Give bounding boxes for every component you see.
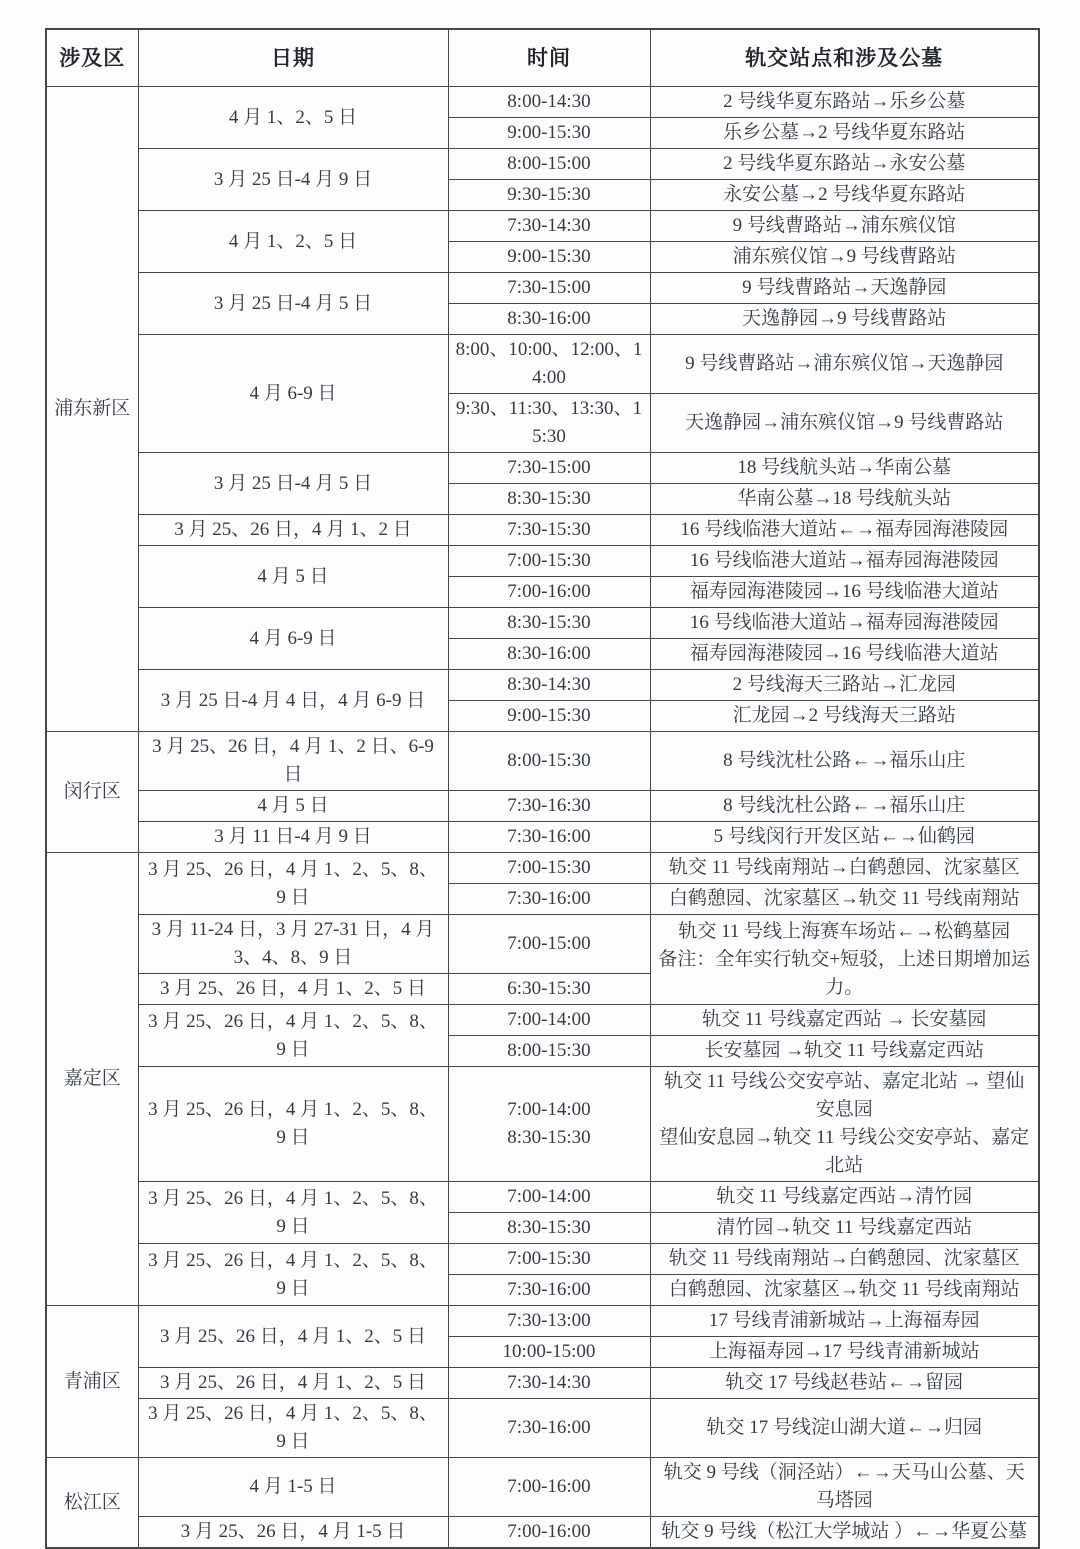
station-cell: [650, 791, 1039, 822]
date-cell: [138, 546, 448, 608]
date-text: 3 月 25、26 日，4 月 1、2、5 日: [159, 978, 426, 999]
station-text: 2 号线华夏东路站→永安公墓: [723, 153, 966, 174]
time-cell: [448, 273, 650, 304]
table-row: [46, 211, 1039, 242]
date-cell: [138, 211, 448, 273]
station-cell: [650, 732, 1039, 791]
date-text: 3 月 25、26 日，4 月 1、2 日: [174, 519, 412, 540]
time-text: 7:00-15:00: [507, 933, 591, 954]
time-cell: [448, 1306, 650, 1337]
station-cell: [650, 149, 1039, 180]
time-cell: [448, 515, 650, 546]
schedule-table-head-row: [46, 29, 1039, 87]
table-row: [46, 1005, 1039, 1036]
date-cell: [138, 1244, 448, 1306]
station-cell: [650, 242, 1039, 273]
station-text: 18 号线航头站→华南公墓: [737, 457, 952, 478]
time-cell: [448, 1244, 650, 1275]
time-cell: [448, 608, 650, 639]
station-cell: [650, 304, 1039, 335]
station-text: 浦东殡仪馆→9 号线曹路站: [732, 246, 956, 267]
time-cell: [448, 453, 650, 484]
station-cell: [650, 1275, 1039, 1306]
time-cell: [448, 1005, 650, 1036]
station-text: 天逸静园→浦东殡仪馆→9 号线曹路站: [685, 412, 1004, 433]
date-text: 4 月 1、2、5 日: [228, 106, 358, 128]
date-text: 3 月 11-24 日，3 月 27-31 日，4 月 3、4、8、9 日: [151, 919, 435, 968]
station-cell: [650, 639, 1039, 670]
date-text: 3 月 11 日-4 月 9 日: [214, 826, 372, 847]
time-text: 7:30-16:00: [507, 1279, 591, 1300]
date-text: 3 月 25、26 日，4 月 1、2、5、8、9 日: [148, 1099, 438, 1148]
time-cell: [448, 915, 650, 974]
time-text: 10:00-15:00: [502, 1341, 596, 1362]
time-text: 7:30-14:30: [507, 215, 591, 236]
station-text: 5 号线闵行开发区站←→仙鹤园: [713, 826, 975, 847]
station-cell: [650, 1517, 1039, 1549]
table-row: [46, 822, 1039, 853]
station-text: 轨交 17 号线赵巷站←→留园: [725, 1372, 963, 1393]
time-cell: [448, 484, 650, 515]
time-cell: [448, 180, 650, 211]
station-cell: [650, 1067, 1039, 1182]
schedule-table-body: [46, 87, 1039, 1549]
time-text: 7:30-13:00: [507, 1310, 591, 1331]
table-row: [46, 1244, 1039, 1275]
column-header-date: 日期: [138, 29, 448, 87]
time-text: 8:00、10:00、12:00、14:00: [455, 339, 643, 388]
station-text: 8 号线沈杜公路←→福乐山庄: [723, 795, 966, 816]
station-text: 17 号线青浦新城站→上海福寿园: [708, 1310, 980, 1331]
district-cell: [46, 1306, 138, 1458]
station-text: 轨交 11 号线嘉定西站 → 长安墓园: [702, 1009, 987, 1030]
time-text: 7:00-14:00: [507, 1099, 591, 1120]
district-text: 松江区: [63, 1491, 121, 1513]
time-cell: [448, 791, 650, 822]
station-cell: [650, 915, 1039, 1005]
time-text: 6:30-15:30: [507, 978, 591, 999]
station-text: 轨交 17 号线淀山湖大道←→归园: [706, 1417, 982, 1438]
time-text: 7:00-14:00: [507, 1186, 591, 1207]
time-text: 7:00-15:30: [507, 550, 591, 571]
time-text: 9:30-15:30: [507, 184, 591, 205]
station-text: 上海福寿园→17 号线青浦新城站: [708, 1341, 980, 1362]
time-cell: [448, 974, 650, 1005]
station-cell: [650, 1306, 1039, 1337]
time-text: 8:30-14:30: [507, 674, 591, 695]
station-cell: [650, 822, 1039, 853]
station-text: 轨交 11 号线南翔站→白鹤憩园、沈家墓区: [668, 857, 1020, 878]
station-cell: [650, 1458, 1039, 1517]
time-cell: [448, 1458, 650, 1517]
table-row: [46, 1067, 1039, 1182]
date-cell: [138, 1067, 448, 1182]
station-cell: [650, 577, 1039, 608]
station-cell: [650, 1005, 1039, 1036]
station-text: 望仙安息园→轨交 11 号线公交安亭站、嘉定北站: [659, 1127, 1030, 1176]
station-text: 轨交 11 号线公交安亭站、嘉定北站 → 望仙安息园: [664, 1071, 1025, 1120]
district-text: 青浦区: [63, 1370, 121, 1392]
time-cell: [448, 884, 650, 915]
date-text: 4 月 5 日: [257, 565, 329, 587]
station-text: 8 号线沈杜公路←→福乐山庄: [723, 750, 966, 771]
date-text: 3 月 25、26 日，4 月 1、2、5、8、9 日: [148, 1010, 438, 1060]
station-cell: [650, 515, 1039, 546]
station-cell: [650, 1368, 1039, 1399]
time-text: 9:00-15:30: [507, 122, 591, 143]
time-text: 7:30-16:30: [507, 795, 591, 816]
station-cell: [650, 1036, 1039, 1067]
station-text: 轨交 11 号线嘉定西站→清竹园: [716, 1186, 973, 1207]
table-row: [46, 273, 1039, 304]
date-cell: [138, 1368, 448, 1399]
table-row: [46, 1368, 1039, 1399]
time-text: 7:00-15:30: [507, 857, 591, 878]
table-row: [46, 1306, 1039, 1337]
time-cell: [448, 853, 650, 884]
date-cell: [138, 273, 448, 335]
date-cell: [138, 974, 448, 1005]
station-text: 轨交 11 号线南翔站→白鹤憩园、沈家墓区: [668, 1248, 1020, 1269]
table-row: [46, 546, 1039, 577]
date-cell: [138, 1458, 448, 1517]
time-text: 8:00-15:30: [507, 1040, 591, 1061]
date-cell: [138, 335, 448, 453]
table-row: [46, 515, 1039, 546]
station-cell: [650, 211, 1039, 242]
time-text: 8:30-15:30: [507, 1127, 591, 1148]
station-text: 备注：全年实行轨交+短驳，上述日期增加运力。: [658, 948, 1031, 998]
table-row: [46, 149, 1039, 180]
date-text: 3 月 25、26 日，4 月 1、2、5 日: [159, 1372, 426, 1393]
date-cell: [138, 915, 448, 974]
time-text: 7:00-16:00: [507, 1521, 591, 1542]
date-text: 3 月 25 日-4 月 5 日: [213, 472, 373, 494]
table-row: [46, 732, 1039, 791]
date-text: 4 月 6-9 日: [249, 382, 337, 404]
time-text: 8:30-16:00: [507, 643, 591, 664]
time-cell: [448, 639, 650, 670]
time-text: 9:00-15:30: [507, 246, 591, 267]
station-text: 福寿园海港陵园→16 号线临港大道站: [689, 643, 999, 664]
table-row: [46, 335, 1039, 394]
date-cell: [138, 453, 448, 515]
station-text: 天逸静园→9 号线曹路站: [742, 308, 947, 329]
station-text: 16 号线临港大道站→福寿园海港陵园: [689, 550, 999, 571]
station-text: 清竹园→轨交 11 号线嘉定西站: [716, 1217, 973, 1238]
table-row: [46, 87, 1039, 118]
time-text: 9:30、11:30、13:30、15:30: [455, 398, 643, 447]
station-cell: [650, 87, 1039, 118]
schedule-table: [45, 28, 1040, 1549]
time-cell: [448, 1182, 650, 1213]
time-cell: [448, 118, 650, 149]
column-header-time: 时间: [448, 29, 650, 87]
time-text: 7:30-16:00: [507, 888, 591, 909]
station-cell: [650, 608, 1039, 639]
station-cell: [650, 273, 1039, 304]
station-text: 乐乡公墓→2 号线华夏东路站: [723, 122, 966, 143]
date-text: 3 月 25、26 日，4 月 1、2、5、8、9 日: [148, 858, 438, 908]
date-text: 3 月 25、26 日，4 月 1、2、5、8、9 日: [148, 1187, 438, 1237]
time-text: 7:00-15:30: [507, 1248, 591, 1269]
station-cell: [650, 1213, 1039, 1244]
time-cell: [448, 394, 650, 453]
date-cell: [138, 608, 448, 670]
time-cell: [448, 1213, 650, 1244]
district-cell: [46, 732, 138, 853]
table-row: [46, 1517, 1039, 1549]
station-text: 白鹤憩园、沈家墓区→轨交 11 号线南翔站: [668, 888, 1020, 909]
time-text: 7:00-14:00: [507, 1009, 591, 1030]
time-text: 7:00-16:00: [507, 1476, 591, 1497]
time-cell: [448, 149, 650, 180]
time-cell: [448, 732, 650, 791]
station-cell: [650, 484, 1039, 515]
date-text: 3 月 25、26 日，4 月 1、2 日、6-9 日: [152, 736, 434, 785]
time-cell: [448, 1399, 650, 1458]
station-cell: [650, 1337, 1039, 1368]
time-text: 7:30-15:30: [507, 519, 591, 540]
date-text: 4 月 1-5 日: [249, 1476, 337, 1497]
time-cell: [448, 1368, 650, 1399]
date-text: 3 月 25 日-4 月 9 日: [213, 168, 373, 190]
date-text: 3 月 25、26 日，4 月 1、2、5、8、9 日: [148, 1403, 438, 1452]
time-text: 7:30-14:30: [507, 1372, 591, 1393]
station-cell: [650, 670, 1039, 701]
date-text: 3 月 25、26 日，4 月 1-5 日: [180, 1521, 406, 1542]
time-text: 7:30-15:00: [507, 277, 591, 298]
station-text: 2 号线海天三路站→汇龙园: [732, 674, 956, 695]
station-text: 永安公墓→2 号线华夏东路站: [723, 184, 966, 205]
table-row: [46, 1182, 1039, 1213]
station-text: 16 号线临港大道站→福寿园海港陵园: [689, 612, 999, 633]
time-text: 8:00-15:00: [507, 153, 591, 174]
date-text: 4 月 1、2、5 日: [228, 230, 358, 252]
station-text: 9 号线曹路站→天逸静园: [742, 277, 947, 298]
district-text: 浦东新区: [54, 398, 131, 419]
date-text: 4 月 6-9 日: [249, 627, 337, 649]
time-cell: [448, 242, 650, 273]
date-cell: [138, 87, 448, 149]
time-text: 7:30-16:00: [507, 826, 591, 847]
station-cell: [650, 853, 1039, 884]
date-text: 3 月 25 日-4 月 5 日: [213, 292, 373, 314]
district-text: 嘉定区: [63, 1068, 121, 1089]
table-row: [46, 1458, 1039, 1517]
date-text: 3 月 25、26 日，4 月 1、2、5 日: [159, 1325, 426, 1347]
date-cell: [138, 1182, 448, 1244]
station-cell: [650, 546, 1039, 577]
date-cell: [138, 1005, 448, 1067]
station-text: 汇龙园→2 号线海天三路站: [732, 705, 956, 726]
station-text: 华南公墓→18 号线航头站: [737, 488, 952, 509]
time-cell: [448, 1067, 650, 1182]
date-text: 3 月 25、26 日，4 月 1、2、5、8、9 日: [148, 1249, 438, 1299]
date-cell: [138, 822, 448, 853]
time-cell: [448, 87, 650, 118]
time-text: 8:30-15:30: [507, 612, 591, 633]
station-cell: [650, 118, 1039, 149]
table-row: [46, 853, 1039, 884]
time-text: 8:00-15:30: [507, 750, 591, 771]
date-cell: [138, 1517, 448, 1549]
station-cell: [650, 884, 1039, 915]
date-cell: [138, 732, 448, 791]
date-cell: [138, 1399, 448, 1458]
time-text: 8:00-14:30: [507, 91, 591, 112]
time-cell: [448, 546, 650, 577]
time-text: 7:00-16:00: [507, 581, 591, 602]
time-cell: [448, 822, 650, 853]
time-cell: [448, 577, 650, 608]
time-cell: [448, 1517, 650, 1549]
time-text: 8:30-15:30: [507, 488, 591, 509]
district-text: 闵行区: [63, 781, 121, 802]
table-row: [46, 791, 1039, 822]
district-cell: [46, 1458, 138, 1549]
time-cell: [448, 304, 650, 335]
time-cell: [448, 701, 650, 732]
station-cell: [650, 180, 1039, 211]
date-text: 3 月 25 日-4 月 4 日，4 月 6-9 日: [160, 689, 426, 711]
time-cell: [448, 211, 650, 242]
station-text: 9 号线曹路站→浦东殡仪馆: [732, 215, 956, 236]
column-header-district: 涉及区: [46, 29, 138, 87]
table-row: [46, 608, 1039, 639]
station-cell: [650, 1182, 1039, 1213]
time-cell: [448, 1337, 650, 1368]
station-cell: [650, 1244, 1039, 1275]
station-text: 白鹤憩园、沈家墓区→轨交 11 号线南翔站: [668, 1279, 1020, 1300]
time-cell: [448, 670, 650, 701]
time-cell: [448, 1036, 650, 1067]
date-cell: [138, 853, 448, 915]
station-cell: [650, 701, 1039, 732]
station-text: 轨交 11 号线上海赛车场站←→松鹤墓园: [678, 920, 1011, 942]
date-cell: [138, 791, 448, 822]
table-row: [46, 915, 1039, 974]
station-text: 16 号线临港大道站←→福寿园海港陵园: [680, 519, 1009, 540]
date-text: 4 月 5 日: [257, 795, 329, 816]
station-cell: [650, 1399, 1039, 1458]
date-cell: [138, 149, 448, 211]
station-text: 福寿园海港陵园→16 号线临港大道站: [689, 581, 999, 602]
time-text: 7:30-15:00: [507, 457, 591, 478]
time-cell: [448, 335, 650, 394]
table-row: [46, 453, 1039, 484]
station-text: 2 号线华夏东路站→乐乡公墓: [723, 91, 966, 112]
date-cell: [138, 670, 448, 732]
station-text: 9 号线曹路站→浦东殡仪馆→天逸静园: [685, 353, 1004, 374]
district-cell: [46, 87, 138, 732]
station-cell: [650, 394, 1039, 453]
date-cell: [138, 1306, 448, 1368]
time-text: 8:30-15:30: [507, 1217, 591, 1238]
table-row: [46, 1399, 1039, 1458]
time-cell: [448, 1275, 650, 1306]
time-text: 9:00-15:30: [507, 705, 591, 726]
column-header-station: 轨交站点和涉及公墓: [650, 29, 1039, 87]
table-row: [46, 670, 1039, 701]
date-cell: [138, 515, 448, 546]
district-cell: [46, 853, 138, 1306]
time-text: 8:30-16:00: [507, 308, 591, 329]
time-text: 7:30-16:00: [507, 1417, 591, 1438]
station-text: 轨交 9 号线（洞泾站）←→天马山公墓、天马塔园: [663, 1462, 1025, 1511]
station-text: 长安墓园 →轨交 11 号线嘉定西站: [704, 1040, 985, 1061]
station-cell: [650, 335, 1039, 394]
station-text: 轨交 9 号线（松江大学城站 ）←→华夏公墓: [661, 1521, 1028, 1542]
station-cell: [650, 453, 1039, 484]
